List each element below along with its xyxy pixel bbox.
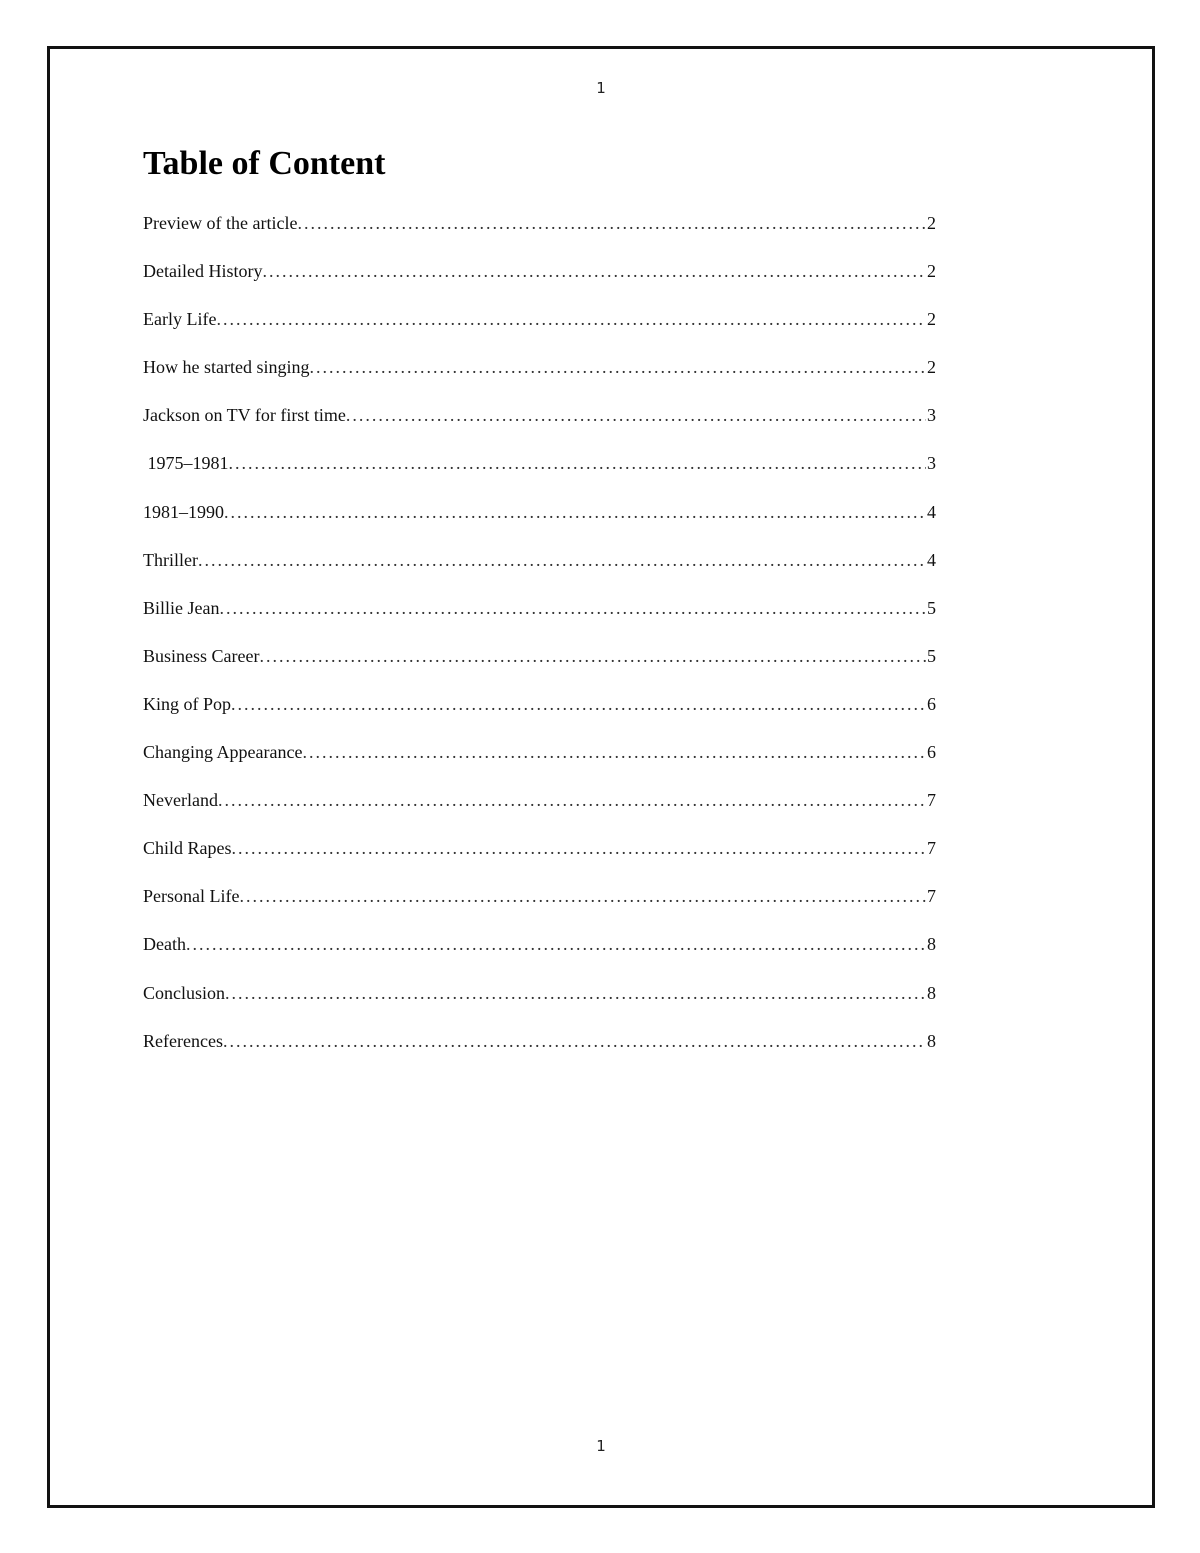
toc-entry-page: 3: [927, 405, 936, 426]
toc-entry-label: Thriller: [143, 549, 198, 570]
toc-entry[interactable]: [143, 786, 936, 834]
toc-dot-leader: [302, 738, 926, 766]
toc-entry-page: 2: [927, 213, 936, 233]
toc-dot-leader: [262, 257, 926, 285]
toc-dot-leader: [216, 305, 926, 333]
toc-entry[interactable]: [143, 546, 936, 594]
toc-dot-leader: [223, 1027, 926, 1055]
toc-dot-leader: [225, 979, 926, 1007]
toc-dot-leader: [239, 882, 926, 910]
toc-entry[interactable]: [143, 690, 936, 738]
toc-entry-page: 7: [927, 886, 936, 907]
toc-entry[interactable]: [143, 449, 936, 497]
toc-entry-label: King of Pop: [143, 693, 232, 714]
toc-dot-leader: [259, 642, 926, 670]
toc-entry[interactable]: [143, 882, 936, 930]
toc-entry-page: 6: [927, 742, 936, 763]
toc-dot-leader: [297, 209, 926, 237]
toc-dot-leader: [186, 930, 926, 958]
toc-entry-page: 2: [927, 357, 936, 378]
toc-entry-page: 2: [927, 261, 936, 282]
toc-entry-page: 5: [927, 597, 936, 618]
toc-entry-label: Preview of the article: [143, 213, 298, 233]
toc-entry-page: 3: [927, 453, 936, 474]
toc-entry[interactable]: [143, 738, 936, 786]
header-page-number: 1: [596, 79, 606, 97]
toc-entry[interactable]: [143, 642, 936, 690]
toc-entry-label: Billie Jean: [143, 597, 220, 618]
toc-entry[interactable]: [143, 594, 936, 642]
toc-entry-label: Death: [143, 934, 186, 955]
toc-entry-page: 7: [927, 790, 936, 811]
document-page: [47, 46, 1155, 1508]
toc-entry-page: 5: [927, 645, 936, 666]
toc-entry-label: Child Rapes: [143, 838, 232, 859]
toc-entry[interactable]: [143, 979, 936, 1027]
toc-entry[interactable]: [143, 834, 936, 882]
toc-dot-leader: [309, 353, 926, 381]
toc-dot-leader: [224, 498, 926, 526]
toc-entry[interactable]: [143, 930, 936, 978]
toc-dot-leader: [231, 690, 926, 718]
toc-entry[interactable]: [143, 305, 936, 353]
toc-dot-leader: [219, 594, 926, 622]
toc-entry-page: 4: [927, 549, 936, 570]
toc-entry[interactable]: [143, 1027, 936, 1075]
toc-entry-label: Jackson on TV for first time: [143, 405, 346, 426]
toc-entry-label: Conclusion: [143, 982, 226, 1003]
toc-entry[interactable]: [143, 257, 936, 305]
toc-entry-page: 6: [927, 693, 936, 714]
toc-title: Table of Content: [143, 145, 386, 182]
toc-entry-page: 7: [927, 838, 936, 859]
toc-entry-label: 1981–1990: [143, 501, 224, 522]
footer-page-number: 1: [596, 1437, 606, 1455]
toc-entry[interactable]: [143, 401, 936, 449]
toc-entry[interactable]: [143, 209, 936, 257]
toc-entry-label: Early Life: [143, 309, 217, 330]
toc-entry-page: 2: [927, 309, 936, 330]
toc-entry-label: Neverland: [143, 790, 218, 811]
toc-entry-label: Business Career: [143, 645, 260, 666]
toc-entry-label: Changing Appearance: [143, 742, 303, 763]
toc-dot-leader: [229, 449, 927, 477]
toc-dot-leader: [218, 786, 926, 814]
toc-entry-label: Detailed History: [143, 261, 263, 282]
toc-entry[interactable]: [143, 498, 936, 546]
toc-dot-leader: [198, 546, 926, 574]
toc-entry-page: 8: [927, 1030, 936, 1051]
toc-entry-page: 8: [927, 934, 936, 955]
toc-entry-label: 1975–1981: [143, 453, 229, 474]
toc-list: [143, 209, 936, 1075]
toc-dot-leader: [232, 834, 927, 862]
toc-entry-page: 8: [927, 982, 936, 1003]
toc-dot-leader: [346, 401, 926, 429]
toc-entry-label: How he started singing: [143, 357, 310, 378]
toc-entry-label: Personal Life: [143, 886, 240, 907]
toc-entry[interactable]: [143, 353, 936, 401]
toc-entry-page: 4: [927, 501, 936, 522]
toc-entry-label: References: [143, 1030, 223, 1051]
